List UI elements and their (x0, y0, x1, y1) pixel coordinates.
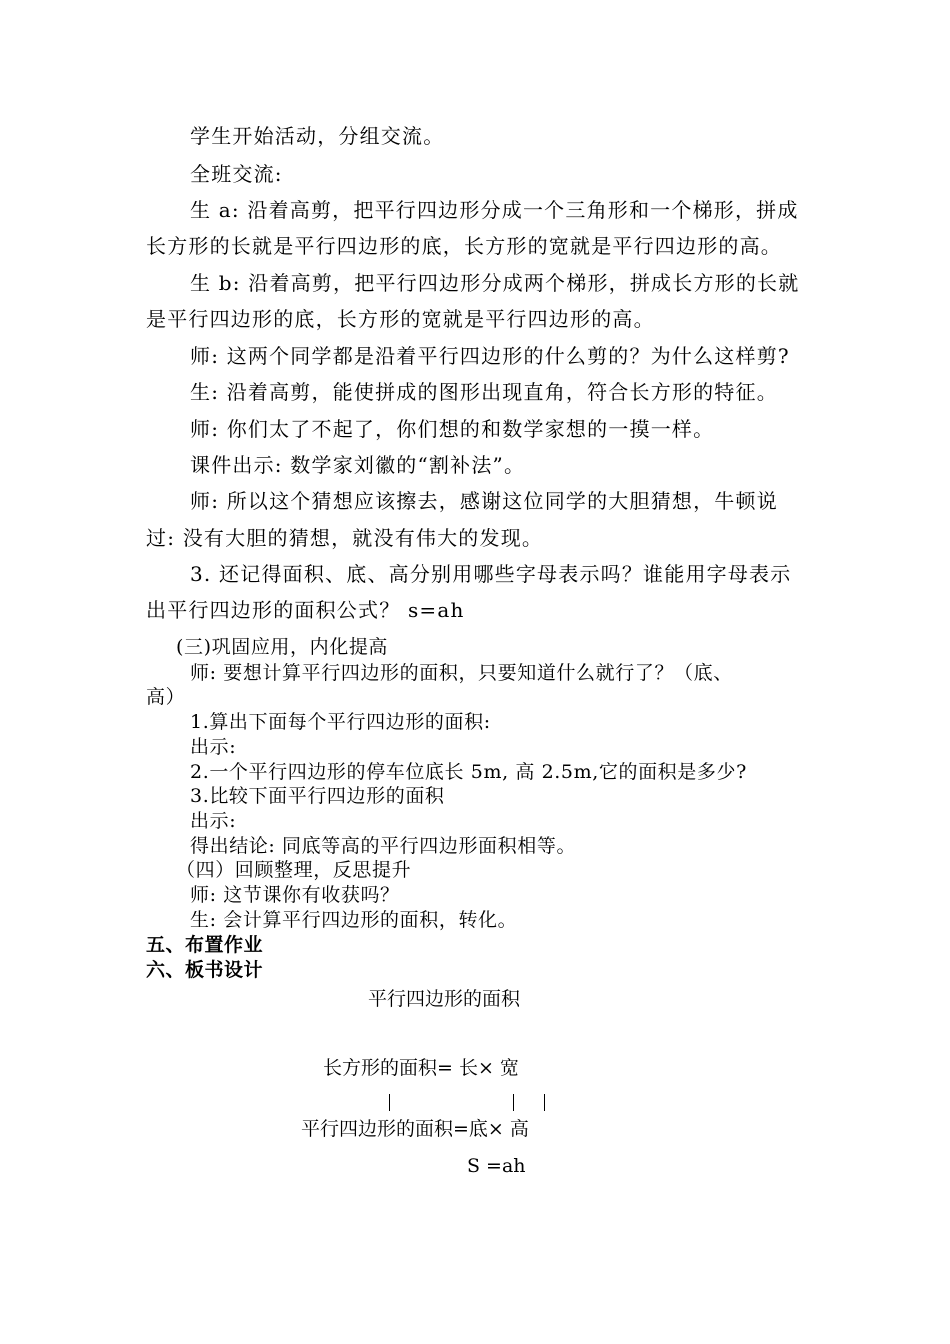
section-heading: 六、板书设计 (146, 959, 264, 981)
text-line: 出平行四边形的面积公式？ s=ah (146, 598, 465, 622)
section-heading: 五、布置作业 (146, 934, 264, 956)
text-line: 师: 这节课你有收获吗？ (190, 884, 400, 906)
section-subheading: （四）回顾整理，反思提升 (176, 859, 412, 881)
text-line: 3. 还记得面积、底、高分别用哪些字母表示吗？谁能用字母表示 (190, 562, 792, 586)
text-line: 师: 你们太了不起了，你们想的和数学家想的一摸一样。 (190, 417, 715, 441)
board-rect-formula: 长方形的面积= 长× 宽 (323, 1057, 519, 1079)
text-line: 师: 这两个同学都是沿着平行四边形的什么剪的？为什么这样剪? (190, 344, 790, 368)
text-line: 3.比较下面平行四边形的面积 (190, 785, 445, 807)
text-line: 是平行四边形的底，长方形的宽就是平行四边形的高。 (146, 307, 655, 331)
board-title: 平行四边形的面积 (368, 988, 521, 1010)
section-subheading: (三)巩固应用，内化提高 (176, 636, 389, 658)
text-line: 生 b: 沿着高剪，把平行四边形分成两个梯形，拼成长方形的长就 (190, 271, 800, 295)
text-line: 师: 所以这个猜想应该擦去，感谢这位同学的大胆猜想，牛顿说 (190, 489, 778, 513)
text-line: 1.算出下面每个平行四边形的面积: (190, 711, 491, 733)
board-connector-line (513, 1094, 514, 1111)
text-line: 生: 会计算平行四边形的面积，转化。 (190, 909, 518, 931)
text-line: 过: 没有大胆的猜想，就没有伟大的发现。 (146, 526, 544, 550)
text-line: 生: 沿着高剪，能使拼成的图形出现直角，符合长方形的特征。 (190, 380, 778, 404)
text-line: 课件出示: 数学家刘徽的“割补法”。 (190, 453, 526, 477)
board-short-formula: S =ah (467, 1155, 526, 1177)
text-line: 高） (146, 686, 186, 708)
text-line: 出示: (190, 810, 237, 832)
text-line: 得出结论: 同底等高的平行四边形面积相等。 (190, 835, 577, 857)
text-line: 生 a: 沿着高剪，把平行四边形分成一个三角形和一个梯形，拼成 (190, 198, 799, 222)
board-para-formula: 平行四边形的面积=底× 高 (301, 1118, 529, 1140)
text-line: 长方形的长就是平行四边形的底，长方形的宽就是平行四边形的高。 (146, 234, 782, 258)
text-line: 2.一个平行四边形的停车位底长 5m, 高 2.5m,它的面积是多少? (190, 761, 747, 783)
text-line: 全班交流: (190, 162, 283, 186)
text-line: 师: 要想计算平行四边形的面积，只要知道什么就行了？（底、 (190, 662, 733, 684)
board-connector-line (389, 1094, 390, 1111)
board-connector-line (544, 1094, 545, 1111)
text-line: 出示: (190, 736, 237, 758)
text-line: 学生开始活动，分组交流。 (190, 124, 445, 148)
